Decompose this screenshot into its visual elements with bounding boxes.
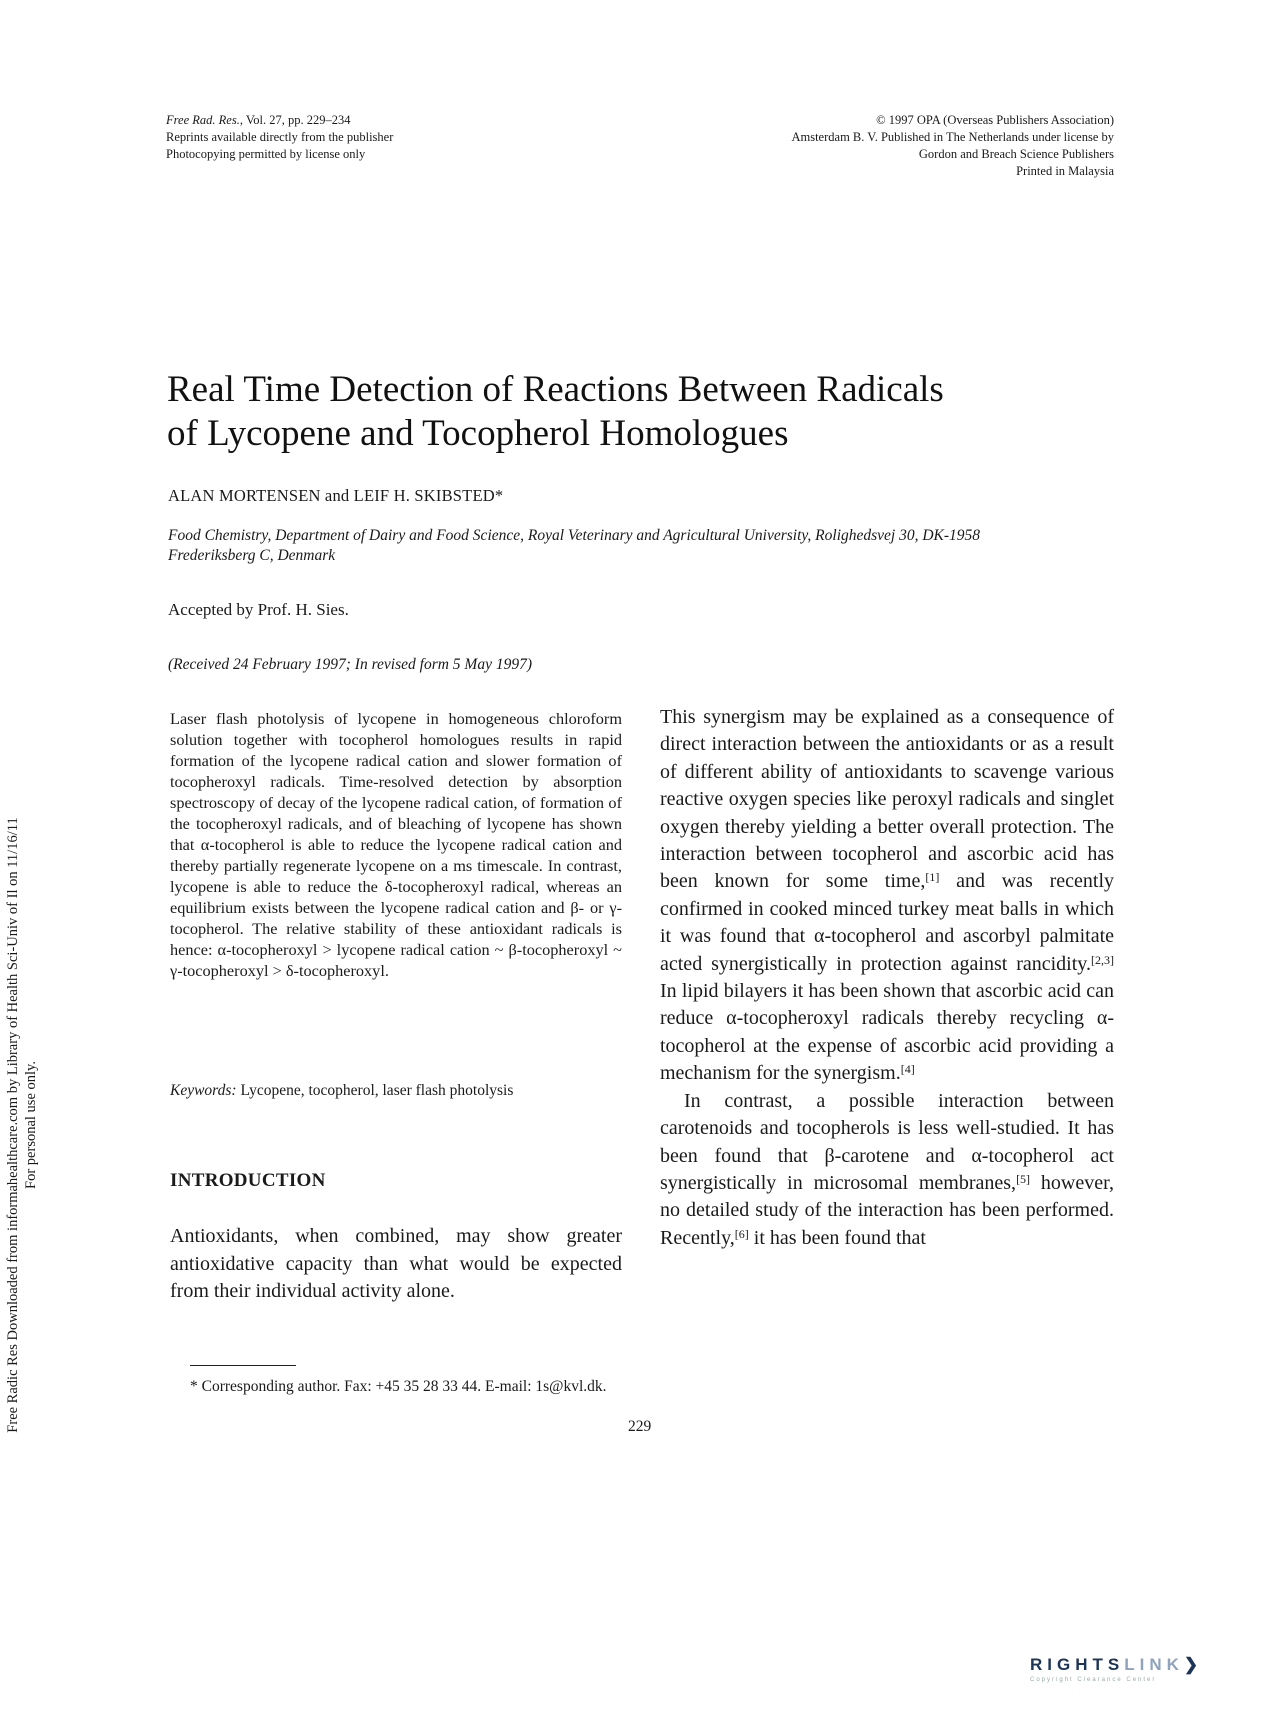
text-run: and was recently confirmed in cooked minced turkey meat balls in which it was found that α-tocopherol and ascorbyl palmitate acted synergistically in protection against rancidity.: [660, 870, 1114, 975]
article-title: [167, 368, 1127, 456]
license-line: Amsterdam B. V. Published in The Netherlands under license by: [791, 130, 1114, 144]
side-note-line2: For personal use only.: [23, 1061, 39, 1189]
rightslink-link: LINK: [1124, 1655, 1184, 1674]
publisher-header-right: [700, 112, 1114, 180]
copyright-line: © 1997 OPA (Overseas Publishers Association): [876, 113, 1114, 127]
title-line2: of Lycopene and Tocopherol Homologues: [167, 413, 789, 454]
received-dates: (Received 24 February 1997; In revised form 5 May 1997): [168, 656, 532, 673]
section-heading-introduction: INTRODUCTION: [170, 1170, 326, 1191]
reprints-note: Reprints available directly from the publisher: [166, 130, 394, 144]
text-run: In contrast, a possible interaction between carotenoids and tocopherols is less well-studied. It has been found that β-carotene and α-tocopherol act synergistically in microsomal membranes,: [660, 1089, 1114, 1194]
journal-name: Free Rad. Res.: [166, 113, 240, 127]
keywords-list: Lycopene, tocopherol, laser flash photolysis: [240, 1082, 514, 1099]
abstract: Laser flash photolysis of lycopene in homogeneous chloroform solution together with tocopherol homologues results in rapid formation of the lycopene radical cation and slower formation of tocopheroxyl radicals. Time-resolved detection by absorption spectroscopy of decay of the lycopene radical cation, of formation of the tocopheroxyl radicals, and of bleaching of lycopene has shown that α-tocopherol is able to reduce the lycopene radical cation and thereby partially regenerate lycopene on a ms timescale. In contrast, lycopene is able to reduce the δ-tocopheroxyl radical, whereas an equilibrium exists between the lycopene radical cation and β- or γ-tocopherol. The relative stability of these antioxidant radicals is hence: α-tocopheroxyl > lycopene radical cation ~ β-tocopheroxyl ~ γ-tocopheroxyl > δ-tocopheroxyl.: [170, 709, 622, 980]
text-run: This synergism may be explained as a consequence of direct interaction between the antioxidants or as a result of different ability of antioxidants to scavenge various reactive oxygen species like peroxyl radicals and singlet oxygen thereby yielding a better overall protection. The interaction between tocopherol and ascorbic acid has been known for some time,: [660, 706, 1114, 893]
title-line1: Real Time Detection of Reactions Between Radicals: [167, 369, 944, 410]
citation-ref: [4]: [900, 1062, 915, 1077]
text-run: it has been found that: [748, 1226, 926, 1249]
body-paragraph-1: [660, 704, 1114, 1088]
page-number: 229: [628, 1418, 652, 1435]
download-side-note: [4, 515, 52, 1735]
rightslink-rights: RIGHTS: [1030, 1655, 1125, 1674]
keywords-label: Keywords:: [170, 1082, 237, 1099]
corresponding-author-footnote: * Corresponding author. Fax: +45 35 28 33 44. E-mail: 1s@kvl.dk.: [190, 1378, 607, 1395]
rightslink-wordmark: [1030, 1655, 1275, 1675]
affiliation: [168, 526, 1098, 566]
side-note-line1: Free Radic Res Downloaded from informahealthcare.com by Library of Health Sci-Univ of Il on 11/16/11: [5, 817, 21, 1433]
photocopy-note: Photocopying permitted by license only: [166, 147, 366, 161]
keywords: [170, 1082, 513, 1100]
chevron-right-icon: ❯: [1183, 1655, 1204, 1674]
affiliation-line1: Food Chemistry, Department of Dairy and Food Science, Royal Veterinary and Agricultural University, Rolighedsvej 30, DK-1958: [168, 527, 981, 544]
printed-line: Printed in Malaysia: [1016, 164, 1114, 178]
accepted-by: Accepted by Prof. H. Sies.: [168, 600, 349, 619]
text-run: however, no detailed study of the interaction has been performed. Recently,: [660, 1171, 1114, 1249]
publisher-line: Gordon and Breach Science Publishers: [918, 147, 1114, 161]
rightslink-tagline: Copyright Clearance Center: [1030, 1677, 1157, 1683]
rightslink-logo[interactable]: [1030, 1655, 1275, 1695]
intro-paragraph-left: Antioxidants, when combined, may show greater antioxidative capacity than what would be expected from their individual activity alone.: [170, 1225, 622, 1302]
citation-ref: [6]: [734, 1226, 749, 1241]
affiliation-line2: Frederiksberg C, Denmark: [168, 547, 336, 564]
citation-ref: [5]: [1016, 1171, 1031, 1186]
citation-ref: [1]: [925, 870, 940, 885]
footnote-divider: [190, 1365, 296, 1366]
text-run: In lipid bilayers it has been shown that ascorbic acid can reduce α-tocopheroxyl radicals thereby recycling α-tocopherol at the expense of ascorbic acid providing a mechanism for the synergism.: [660, 980, 1114, 1085]
journal-citation: , Vol. 27, pp. 229–234: [239, 113, 351, 127]
body-paragraph-2: [660, 1088, 1114, 1252]
right-column-body: [660, 704, 1114, 1252]
citation-ref: [2,3]: [1091, 952, 1114, 967]
journal-header-left: [166, 112, 586, 163]
authors: ALAN MORTENSEN and LEIF H. SKIBSTED*: [168, 486, 504, 505]
